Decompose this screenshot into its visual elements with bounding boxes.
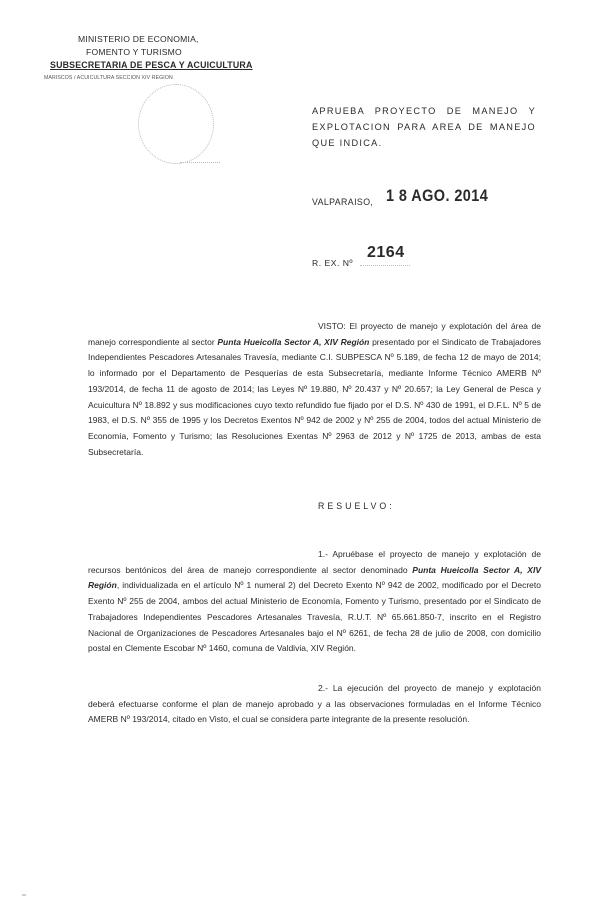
- letterhead-subsecretaria: SUBSECRETARIA DE PESCA Y ACUICULTURA: [50, 60, 253, 70]
- letterhead-division: MARISCOS / ACUICULTURA SECCION XIV REGION: [44, 75, 173, 81]
- scan-mark: [22, 894, 26, 896]
- resolution-item-2: 2.- La ejecución del proyecto de manejo y explotación deberá efectuarse conforme el plan de manejo aprobado y a las observaciones formuladas en el Informe Técnico AMERB Nº 193/2014, citado en Visto, el cual se considera parte integrante de la presente resolución.: [88, 683, 541, 725]
- visto-sector: Punta Hueicolla Sector A, XIV Región: [217, 336, 370, 347]
- resolution-number: 2164: [367, 244, 405, 261]
- item1-sector: Punta Hueicolla Sector A, XIV Región: [88, 564, 541, 591]
- visto-paragraph: [88, 319, 541, 460]
- visto-text-part1: VISTO: El proyecto de manejo y explotación del área de manejo correspondiente al sector: [88, 321, 541, 347]
- letterhead-ministry: MINISTERIO DE ECONOMIA,: [78, 34, 199, 44]
- visto-text-part2: presentado por el Sindicato de Trabajadores Independientes Pescadores Artesanales Travesía, mediante C.I. SUBPESCA Nº 5.189, de fecha 12 de mayo de 2014; lo informado por el Departamento de Pesquerías de esta Subsecretaría, mediante Informe Técnico AMERB Nº 193/2014, de fecha 11 de agosto de 2014; las Leyes Nº 19.880, Nº 20.437 y Nº 20.657; la Ley General de Pesca y Acuicultura Nº 18.892 y sus modificaciones cuyo texto refundido fue fijado por el D.S. Nº 430 de 1991, el D.F.L. Nº 5 de 1983, el D.S. Nº 355 de 1995 y los Decretos Exentos Nº 942 de 2002 y Nº 255 de 2004, todos del actual Ministerio de Economía, Fomento y Turismo; las Resoluciones Exentas Nº 2963 de 2012 y Nº 1725 de 2013, ambas de esta Subsecretaría.: [88, 336, 542, 457]
- resolution-item-1: [88, 547, 541, 657]
- place: VALPARAISO,: [312, 197, 374, 207]
- resolution-number-label: R. EX. Nº: [312, 258, 354, 268]
- resuelvo-heading: RESUELVO:: [318, 501, 395, 511]
- number-underline: [360, 265, 410, 266]
- item1-text-part2: , individualizada en el artículo Nº 1 numeral 2) del Decreto Exento Nº 942 de 2002, modificado por el Decreto Exento Nº 255 de 2004, ambos del actual Ministerio de Economía, Fomento y Turismo, presentado por el Sindicato de Trabajadores Independientes Pescadores Artesanales Travesía, R.U.T. Nº 65.661.850-7, inscrito en el Registro Nacional de Organizaciones de Pescadores Artesanales bajo el Nº 6261, de fecha 28 de julio de 2008, con domicilio postal en Clemente Escobar Nº 1460, comuna de Valdivia, XIV Región.: [88, 580, 541, 654]
- seal-mark: [180, 152, 220, 163]
- letterhead-ministry-cont: FOMENTO Y TURISMO: [86, 47, 182, 57]
- date-stamp: 1 8 AGO. 2014: [386, 186, 489, 205]
- resolution-subject: APRUEBA PROYECTO DE MANEJO Y EXPLOTACION PARA AREA DE MANEJO QUE INDICA.: [312, 106, 536, 148]
- item1-text-part1: 1.- Apruébase el proyecto de manejo y explotación de recursos bentónicos del área de manejo correspondiente al sector denominado: [88, 549, 541, 575]
